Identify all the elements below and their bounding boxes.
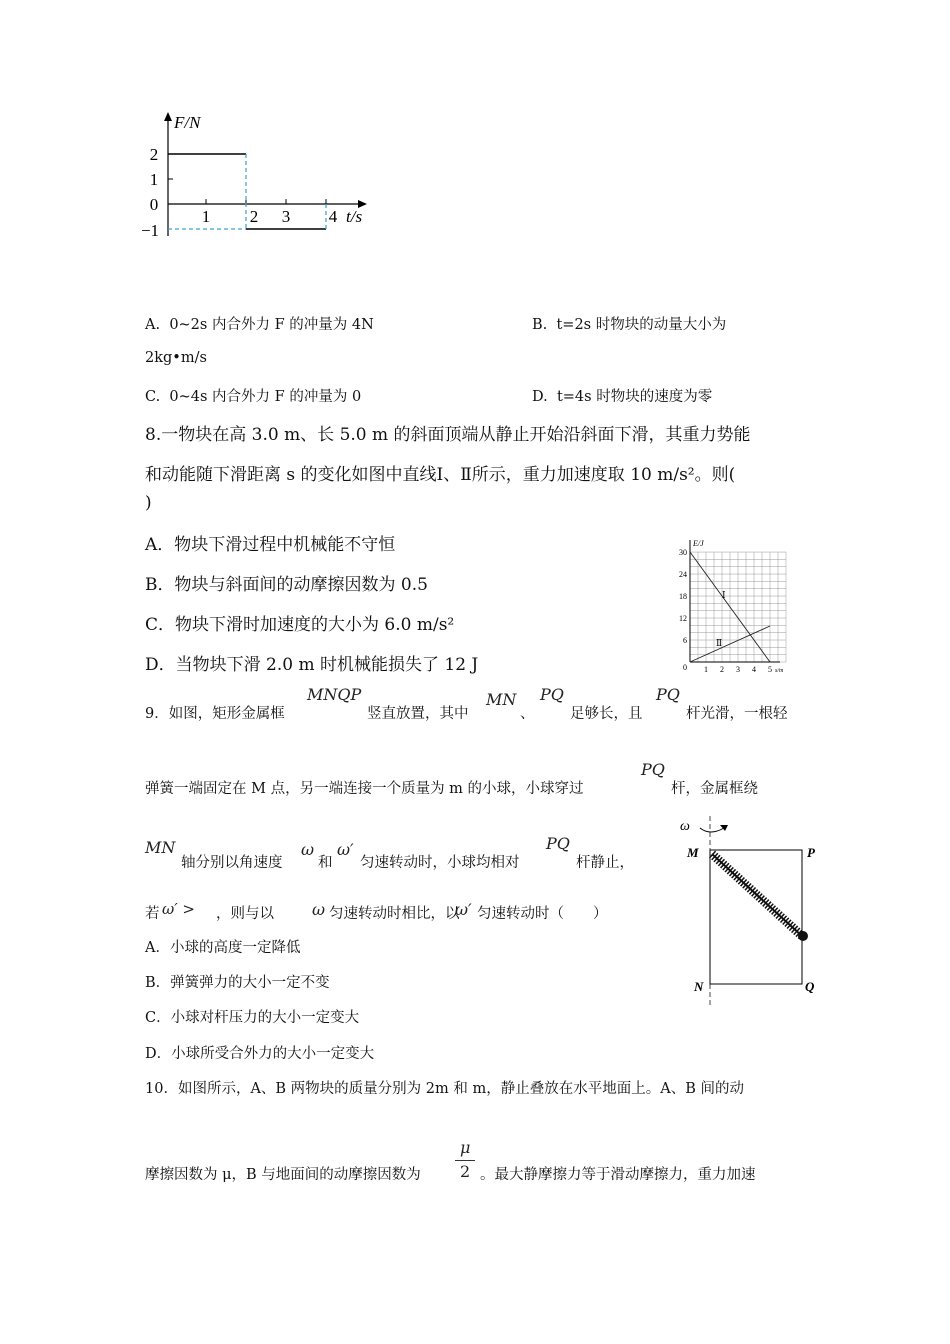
q9-line4-c: 匀速转动时相比，以 xyxy=(329,906,460,922)
q7-option-b-continued: 2kg•m/s xyxy=(145,350,207,366)
q9-math-pq: PQ xyxy=(540,685,564,704)
q9-math-omega-prime-2: ω′ xyxy=(455,900,472,919)
y-tick-18: 18 xyxy=(679,592,687,601)
q9-line1-a: 9．如图，矩形金属框 xyxy=(145,706,285,722)
line-I-label: Ⅰ xyxy=(722,590,726,600)
q7-option-c-text: 0~4s 内合外力 F 的冲量为 0 xyxy=(169,389,362,405)
energy-distance-graph xyxy=(672,536,792,678)
y-tick-6: 6 xyxy=(683,636,687,645)
rotation-arrow-icon xyxy=(700,828,724,832)
x-tick-3: 3 xyxy=(736,665,740,674)
q7-option-a[interactable] xyxy=(145,313,374,334)
y-tick-0: 0 xyxy=(683,663,687,672)
point-N-label: N xyxy=(694,979,704,994)
q7-option-d[interactable] xyxy=(532,385,712,406)
q7-option-d-text: t=4s 时物块的速度为零 xyxy=(556,389,713,405)
q7-option-c[interactable] xyxy=(145,385,361,406)
y-tick-label-1: 1 xyxy=(149,170,159,189)
y-axis-label: F/N xyxy=(174,113,201,132)
x-tick-5: 5 xyxy=(768,665,772,674)
q9-math-pq-3: PQ xyxy=(641,760,665,779)
q9-math-omega-prime: ω′ xyxy=(337,840,354,859)
q8-option-c[interactable]: C．物块下滑时加速度的大小为 6.0 m/s² xyxy=(145,615,455,635)
q9-line3-a: 轴分别以角速度 xyxy=(181,855,283,871)
q9-math-pq-4: PQ xyxy=(546,834,570,853)
force-time-graph xyxy=(130,108,380,248)
q9-line4-d: 匀速转动时（ ） xyxy=(477,906,608,922)
q9-option-d[interactable]: D．小球所受合外力的大小一定变大 xyxy=(145,1046,375,1062)
x-axis-label: t/s xyxy=(346,207,363,226)
q9-option-c[interactable]: C．小球对杆压力的大小一定变大 xyxy=(145,1010,360,1026)
q9-math-omega: ω xyxy=(301,840,315,859)
q9-option-a[interactable]: A．小球的高度一定降低 xyxy=(145,940,301,956)
point-P-label: P xyxy=(807,845,815,860)
point-M-label: M xyxy=(687,845,699,860)
small-ball-icon xyxy=(798,931,808,941)
grid xyxy=(690,552,786,662)
q10-line1: 10．如图所示，A、B 两物块的质量分别为 2m 和 m，静止叠放在水平地面上。A、B 间的动 xyxy=(145,1081,744,1097)
q10-line2-a: 摩擦因数为 μ，B 与地面间的动摩擦因数为 xyxy=(145,1167,421,1183)
q8-stem-line1: 8.一物块在高 3.0 m、长 5.0 m 的斜面顶端从静止开始沿斜面下滑，其重力势能 xyxy=(145,425,751,445)
y-tick-24: 24 xyxy=(679,570,687,579)
q9-math-mn: MN xyxy=(486,690,517,709)
q7-option-a-label: A. xyxy=(145,317,161,333)
q7-option-b[interactable] xyxy=(532,313,726,334)
q8-option-d[interactable]: D．当物块下滑 2.0 m 时机械能损失了 12 J xyxy=(145,655,479,675)
x-tick-2: 2 xyxy=(720,665,724,674)
q8-stem-line3: ) xyxy=(145,493,152,513)
q7-option-d-label: D. xyxy=(532,389,548,405)
q7-option-a-text: 0~2s 内合外力 F 的冲量为 4N xyxy=(169,317,374,333)
q9-math-compare: ω′ > xyxy=(162,900,195,918)
q9-math-omega-2: ω xyxy=(312,900,326,919)
y-axis-arrow xyxy=(164,112,172,121)
q9-line4-a: 若 xyxy=(145,906,160,922)
q7-option-b-text: t=2s 时物块的动量大小为 xyxy=(556,317,727,333)
q9-line4-b: ，则与以 xyxy=(216,906,274,922)
spring-core xyxy=(712,854,802,936)
q9-line3-d: 杆静止， xyxy=(576,855,634,871)
q9-line1-d: 足够长，且 xyxy=(570,706,643,722)
line-II-label: Ⅱ xyxy=(716,638,723,648)
point-Q-label: Q xyxy=(805,979,815,994)
y-tick-12: 12 xyxy=(679,614,687,623)
y-axis-label: E/J xyxy=(693,539,704,548)
q9-math-mn-2: MN xyxy=(145,838,176,857)
q7-option-c-label: C. xyxy=(145,389,161,405)
q9-math-mnqp: MNQP xyxy=(307,685,362,704)
q9-line3-b: 和 xyxy=(318,855,333,871)
q8-option-a[interactable]: A．物块下滑过程中机械能不守恒 xyxy=(145,535,396,555)
q10-line2-b: 。最大静摩擦力等于滑动摩擦力，重力加速 xyxy=(480,1167,756,1183)
q9-line3-c: 匀速转动时，小球均相对 xyxy=(360,855,520,871)
q7-option-b-label: B. xyxy=(532,317,548,333)
x-tick-label-3: 3 xyxy=(281,207,291,226)
x-tick-label-2: 2 xyxy=(249,207,259,226)
y-tick-30: 30 xyxy=(679,548,687,557)
x-axis-label: s/m xyxy=(775,668,784,674)
x-tick-label-4: 4 xyxy=(328,207,338,226)
q9-line1 xyxy=(145,702,285,723)
q9-line1-e: 杆光滑，一根轻 xyxy=(686,706,788,722)
rotating-frame-figure xyxy=(672,810,832,1010)
metal-frame xyxy=(710,850,802,984)
q9-line1-c: 、 xyxy=(520,706,535,722)
q9-line2-a: 弹簧一端固定在 M 点，另一端连接一个质量为 m 的小球，小球穿过 xyxy=(145,781,584,797)
omega-label: ω xyxy=(680,819,690,834)
x-tick-1: 1 xyxy=(704,665,708,674)
y-tick-label-minus1: −1 xyxy=(140,221,160,240)
q8-stem-line2: 和动能随下滑距离 s 的变化如图中直线Ⅰ、Ⅱ所示，重力加速度取 10 m/s²。则( xyxy=(145,465,736,485)
q10-frac-bar xyxy=(455,1160,475,1161)
q9-line2-b: 杆，金属框绕 xyxy=(671,781,758,797)
q9-option-b[interactable]: B．弹簧弹力的大小一定不变 xyxy=(145,975,330,991)
rotation-arrowhead-icon xyxy=(720,825,728,831)
x-tick-4: 4 xyxy=(752,665,756,674)
q8-option-b[interactable]: B．物块与斜面间的动摩擦因数为 0.5 xyxy=(145,575,428,595)
q10-frac-denominator: 2 xyxy=(460,1162,471,1181)
y-tick-label-2: 2 xyxy=(149,145,159,164)
y-tick-label-0: 0 xyxy=(149,195,159,214)
q10-frac-numerator: μ xyxy=(460,1138,471,1157)
q9-line1-b: 竖直放置，其中 xyxy=(367,706,469,722)
x-tick-label-1: 1 xyxy=(201,207,211,226)
q9-math-pq-2: PQ xyxy=(656,685,680,704)
